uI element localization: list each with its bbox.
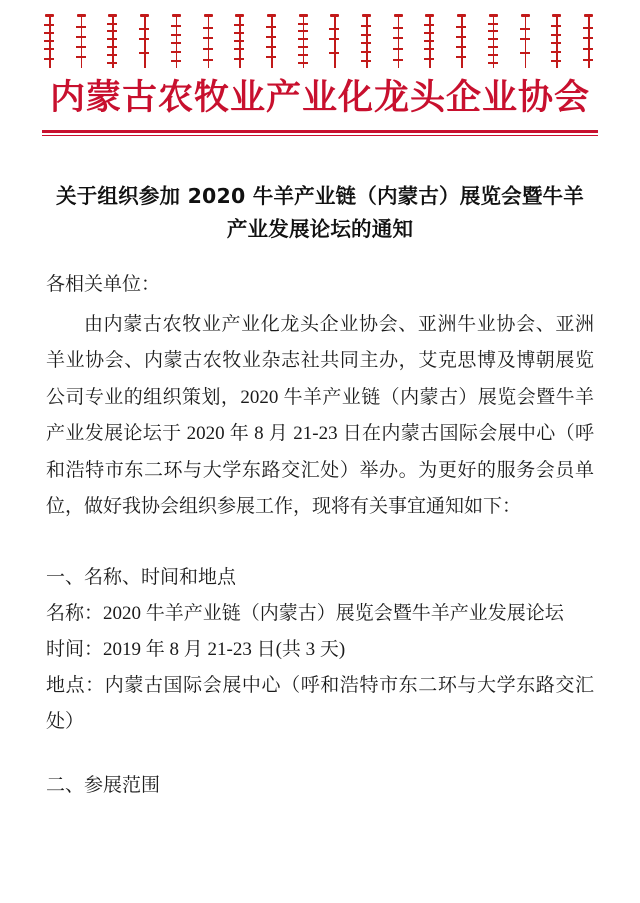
- organization-title: 内蒙古农牧业产业化龙头企业协会: [49, 78, 590, 118]
- divider-thick-line: [42, 130, 598, 133]
- mongolian-glyph: [203, 14, 214, 70]
- section-1-line-name: 名称：2020 牛羊产业链（内蒙古）展览会暨牛羊产业发展论坛: [46, 602, 564, 624]
- mongolian-glyph: [361, 14, 372, 70]
- mongolian-glyph: [76, 14, 87, 70]
- intro-paragraph: 由内蒙古农牧业产业化龙头企业协会、亚洲牛业协会、亚洲羊业协会、内蒙古农牧业杂志社共同主办，艾克思博及博朝展览公司专业的组织策划，2020 牛羊产业链（内蒙古）展览会暨牛羊产业发展论坛于 2020 年 8 月 21-23 日在内蒙古国际会展中心（呼和浩特市东二环与大学东路交汇处）举办。为更好的服务会员单位，做好我协会组织参展工作，现将有关事宜通知如下：: [46, 313, 594, 518]
- letterhead: [42, 0, 598, 136]
- section-1-line-time: 时间：2019 年 8 月 21-23 日(共 3 天): [46, 638, 346, 660]
- document-title: 关于组织参加 2020 牛羊产业链（内蒙古）展览会暨牛羊产业发展论坛的通知: [56, 184, 584, 242]
- mongolian-glyph: [44, 14, 55, 70]
- mongolian-glyph: [424, 14, 435, 70]
- mongolian-glyph: [393, 14, 404, 70]
- section-1-line-location: 地点：内蒙古国际会展中心（呼和浩特市东二环与大学东路交汇处）: [46, 674, 594, 732]
- mongolian-glyph: [266, 14, 277, 70]
- section-heading-2: 二、参展范围: [46, 775, 161, 797]
- section-heading-1: 一、名称、时间和地点: [46, 566, 237, 588]
- mongolian-glyph: [488, 14, 499, 70]
- mongolian-script-banner: [42, 14, 598, 76]
- mongolian-glyph: [139, 14, 150, 70]
- mongolian-glyph: [520, 14, 531, 70]
- mongolian-glyph: [551, 14, 562, 70]
- mongolian-glyph: [329, 14, 340, 70]
- mongolian-glyph: [234, 14, 245, 70]
- mongolian-glyph: [298, 14, 309, 70]
- mongolian-glyph: [583, 14, 594, 70]
- mongolian-glyph: [171, 14, 182, 70]
- mongolian-glyph: [107, 14, 118, 70]
- mongolian-glyph: [456, 14, 467, 70]
- salutation: 各相关单位：: [46, 273, 161, 295]
- document-body: [42, 136, 598, 804]
